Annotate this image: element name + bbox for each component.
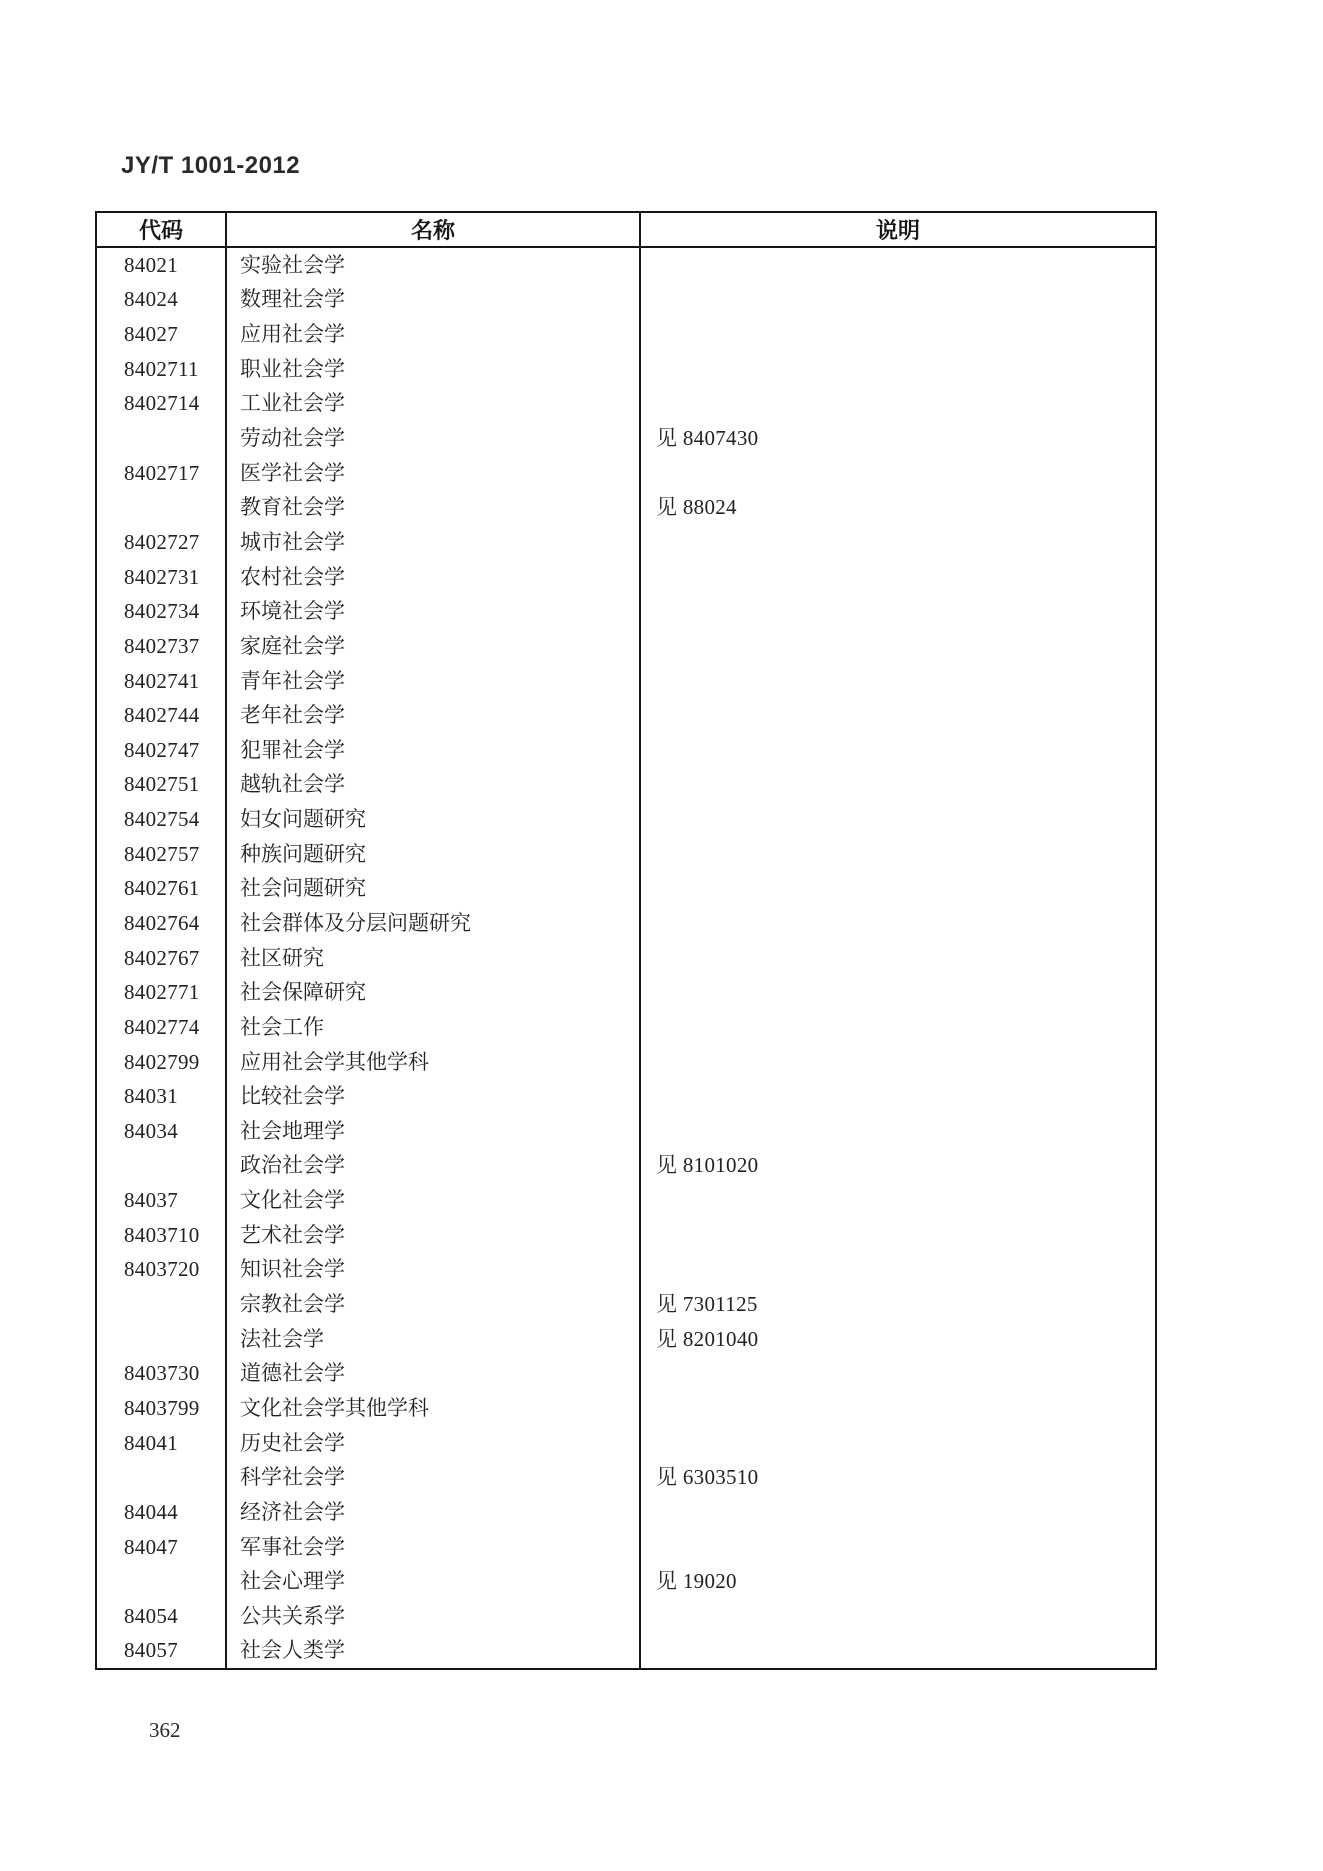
cell-note: 见 8407430: [640, 421, 1156, 456]
table-row: [96, 941, 1156, 976]
cell-note: [640, 1010, 1156, 1045]
cell-note: [640, 1426, 1156, 1461]
table-row: [96, 906, 1156, 941]
table-row: [96, 837, 1156, 872]
table-row: [96, 975, 1156, 1010]
cell-note: [640, 1183, 1156, 1218]
cell-code: 8403730: [124, 1361, 200, 1386]
table-header: [96, 212, 1156, 247]
cell-name: 教育社会学: [226, 490, 640, 525]
cell-code: 8402711: [124, 356, 199, 381]
cell-code: [96, 1149, 226, 1184]
cell-name: 社会保障研究: [226, 975, 640, 1010]
table-row: [96, 1114, 1156, 1149]
cell-code: 8402751: [124, 772, 200, 797]
cell-name: 犯罪社会学: [226, 733, 640, 768]
cell-note: [640, 560, 1156, 595]
table-row: [96, 1634, 1156, 1670]
cell-name: 文化社会学其他学科: [226, 1391, 640, 1426]
cell-name: 比较社会学: [226, 1079, 640, 1114]
cell-note: 见 6303510: [640, 1460, 1156, 1495]
cell-code: 8402714: [124, 391, 200, 416]
cell-code: 8403799: [124, 1395, 200, 1420]
table-row: [96, 421, 1156, 456]
cell-note: [640, 698, 1156, 733]
cell-name: 青年社会学: [226, 664, 640, 699]
cell-code: [96, 1564, 226, 1599]
cell-name: 城市社会学: [226, 525, 640, 560]
cell-code: 8402754: [124, 807, 200, 832]
table-row: [96, 1426, 1156, 1461]
cell-name: 社区研究: [226, 941, 640, 976]
cell-code: 8402747: [124, 737, 200, 762]
table-body: [96, 247, 1156, 1669]
table-row: [96, 352, 1156, 387]
table-row: [96, 1010, 1156, 1045]
cell-name: 老年社会学: [226, 698, 640, 733]
cell-note: [640, 247, 1156, 283]
cell-code: 8403710: [124, 1222, 200, 1247]
table-row: [96, 1079, 1156, 1114]
cell-name: 公共关系学: [226, 1599, 640, 1634]
cell-code: 8402771: [124, 980, 200, 1005]
cell-note: [640, 1114, 1156, 1149]
cell-note: [640, 1253, 1156, 1288]
cell-name: 艺术社会学: [226, 1218, 640, 1253]
table-row: [96, 733, 1156, 768]
table-row: [96, 1460, 1156, 1495]
table-row: [96, 1149, 1156, 1184]
cell-note: [640, 629, 1156, 664]
table-row: [96, 1495, 1156, 1530]
table-row: [96, 1322, 1156, 1357]
cell-code: 8402741: [124, 668, 200, 693]
cell-name: 宗教社会学: [226, 1287, 640, 1322]
cell-name: 社会群体及分层问题研究: [226, 906, 640, 941]
cell-code: [96, 490, 226, 525]
column-header-code: 代码: [96, 212, 226, 247]
column-header-name: 名称: [226, 212, 640, 247]
cell-name: 道德社会学: [226, 1357, 640, 1392]
cell-code: 84027: [124, 322, 178, 347]
cell-code: [96, 1322, 226, 1357]
cell-name: 法社会学: [226, 1322, 640, 1357]
table-row: [96, 387, 1156, 422]
cell-code: 84024: [124, 287, 178, 312]
cell-code: 8402717: [124, 460, 200, 485]
cell-note: [640, 283, 1156, 318]
cell-name: 军事社会学: [226, 1530, 640, 1565]
table-row: [96, 629, 1156, 664]
cell-note: 见 8101020: [640, 1149, 1156, 1184]
table-row: [96, 456, 1156, 491]
cell-note: [640, 525, 1156, 560]
cell-name: 家庭社会学: [226, 629, 640, 664]
cell-note: [640, 837, 1156, 872]
cell-note: [640, 317, 1156, 352]
cell-note: [640, 768, 1156, 803]
cell-note: 见 88024: [640, 490, 1156, 525]
cell-name: 农村社会学: [226, 560, 640, 595]
cell-code: [96, 1460, 226, 1495]
cell-note: [640, 1495, 1156, 1530]
table-row: [96, 317, 1156, 352]
table-row: [96, 1564, 1156, 1599]
cell-code: 84031: [124, 1084, 178, 1109]
cell-name: 知识社会学: [226, 1253, 640, 1288]
table-row: [96, 283, 1156, 318]
cell-name: 环境社会学: [226, 594, 640, 629]
table-row: [96, 698, 1156, 733]
table-row: [96, 1357, 1156, 1392]
table-row: [96, 872, 1156, 907]
table-row: [96, 490, 1156, 525]
cell-code: 84044: [124, 1499, 178, 1524]
cell-code: 8402774: [124, 1014, 200, 1039]
cell-note: [640, 733, 1156, 768]
cell-note: 见 7301125: [640, 1287, 1156, 1322]
cell-note: [640, 906, 1156, 941]
cell-note: 见 19020: [640, 1564, 1156, 1599]
classification-table: [95, 211, 1157, 1670]
cell-code: 8402731: [124, 564, 200, 589]
cell-code: [96, 421, 226, 456]
cell-note: [640, 1045, 1156, 1080]
cell-note: [640, 664, 1156, 699]
cell-name: 社会工作: [226, 1010, 640, 1045]
cell-name: 文化社会学: [226, 1183, 640, 1218]
table-row: [96, 1045, 1156, 1080]
cell-name: 科学社会学: [226, 1460, 640, 1495]
cell-note: [640, 1079, 1156, 1114]
table-row: [96, 1391, 1156, 1426]
column-header-note: 说明: [640, 212, 1156, 247]
cell-code: [96, 1287, 226, 1322]
table-row: [96, 594, 1156, 629]
cell-name: 实验社会学: [226, 247, 640, 283]
cell-code: 8403720: [124, 1257, 200, 1282]
cell-code: 84034: [124, 1118, 178, 1143]
cell-note: [640, 456, 1156, 491]
table-row: [96, 1599, 1156, 1634]
cell-name: 社会地理学: [226, 1114, 640, 1149]
cell-code: 8402737: [124, 633, 200, 658]
cell-name: 应用社会学其他学科: [226, 1045, 640, 1080]
cell-name: 历史社会学: [226, 1426, 640, 1461]
table-row: [96, 1183, 1156, 1218]
standard-number-title: JY/T 1001-2012: [121, 152, 301, 179]
table-row: [96, 1530, 1156, 1565]
cell-name: 劳动社会学: [226, 421, 640, 456]
table-header-row: [96, 212, 1156, 247]
cell-note: [640, 872, 1156, 907]
table-row: [96, 802, 1156, 837]
cell-code: 84054: [124, 1603, 178, 1628]
cell-code: 84041: [124, 1430, 178, 1455]
cell-name: 政治社会学: [226, 1149, 640, 1184]
table-row: [96, 525, 1156, 560]
cell-name: 工业社会学: [226, 387, 640, 422]
cell-code: 84037: [124, 1188, 178, 1213]
cell-code: 8402734: [124, 599, 200, 624]
cell-name: 社会人类学: [226, 1634, 640, 1670]
cell-name: 应用社会学: [226, 317, 640, 352]
cell-note: [640, 941, 1156, 976]
cell-code: 8402727: [124, 529, 200, 554]
cell-note: [640, 1357, 1156, 1392]
cell-name: 职业社会学: [226, 352, 640, 387]
table-row: [96, 664, 1156, 699]
cell-note: [640, 387, 1156, 422]
cell-name: 社会问题研究: [226, 872, 640, 907]
cell-code: 84021: [124, 252, 178, 277]
table-row: [96, 1218, 1156, 1253]
table-row: [96, 247, 1156, 283]
cell-name: 数理社会学: [226, 283, 640, 318]
cell-note: [640, 802, 1156, 837]
table-row: [96, 560, 1156, 595]
cell-note: [640, 1599, 1156, 1634]
cell-name: 越轨社会学: [226, 768, 640, 803]
cell-note: [640, 1391, 1156, 1426]
cell-name: 经济社会学: [226, 1495, 640, 1530]
page-number: 362: [149, 1718, 181, 1742]
cell-note: [640, 352, 1156, 387]
table-row: [96, 1253, 1156, 1288]
cell-code: 8402799: [124, 1049, 200, 1074]
cell-note: [640, 975, 1156, 1010]
cell-note: [640, 1634, 1156, 1670]
cell-note: 见 8201040: [640, 1322, 1156, 1357]
cell-note: [640, 1530, 1156, 1565]
cell-code: 8402744: [124, 703, 200, 728]
cell-note: [640, 594, 1156, 629]
cell-note: [640, 1218, 1156, 1253]
cell-name: 妇女问题研究: [226, 802, 640, 837]
cell-code: 8402757: [124, 841, 200, 866]
cell-code: 8402767: [124, 945, 200, 970]
cell-code: 8402761: [124, 876, 200, 901]
cell-name: 种族问题研究: [226, 837, 640, 872]
cell-name: 医学社会学: [226, 456, 640, 491]
cell-code: 84057: [124, 1638, 178, 1663]
cell-code: 84047: [124, 1534, 178, 1559]
table-row: [96, 1287, 1156, 1322]
table-row: [96, 768, 1156, 803]
cell-code: 8402764: [124, 910, 200, 935]
cell-name: 社会心理学: [226, 1564, 640, 1599]
